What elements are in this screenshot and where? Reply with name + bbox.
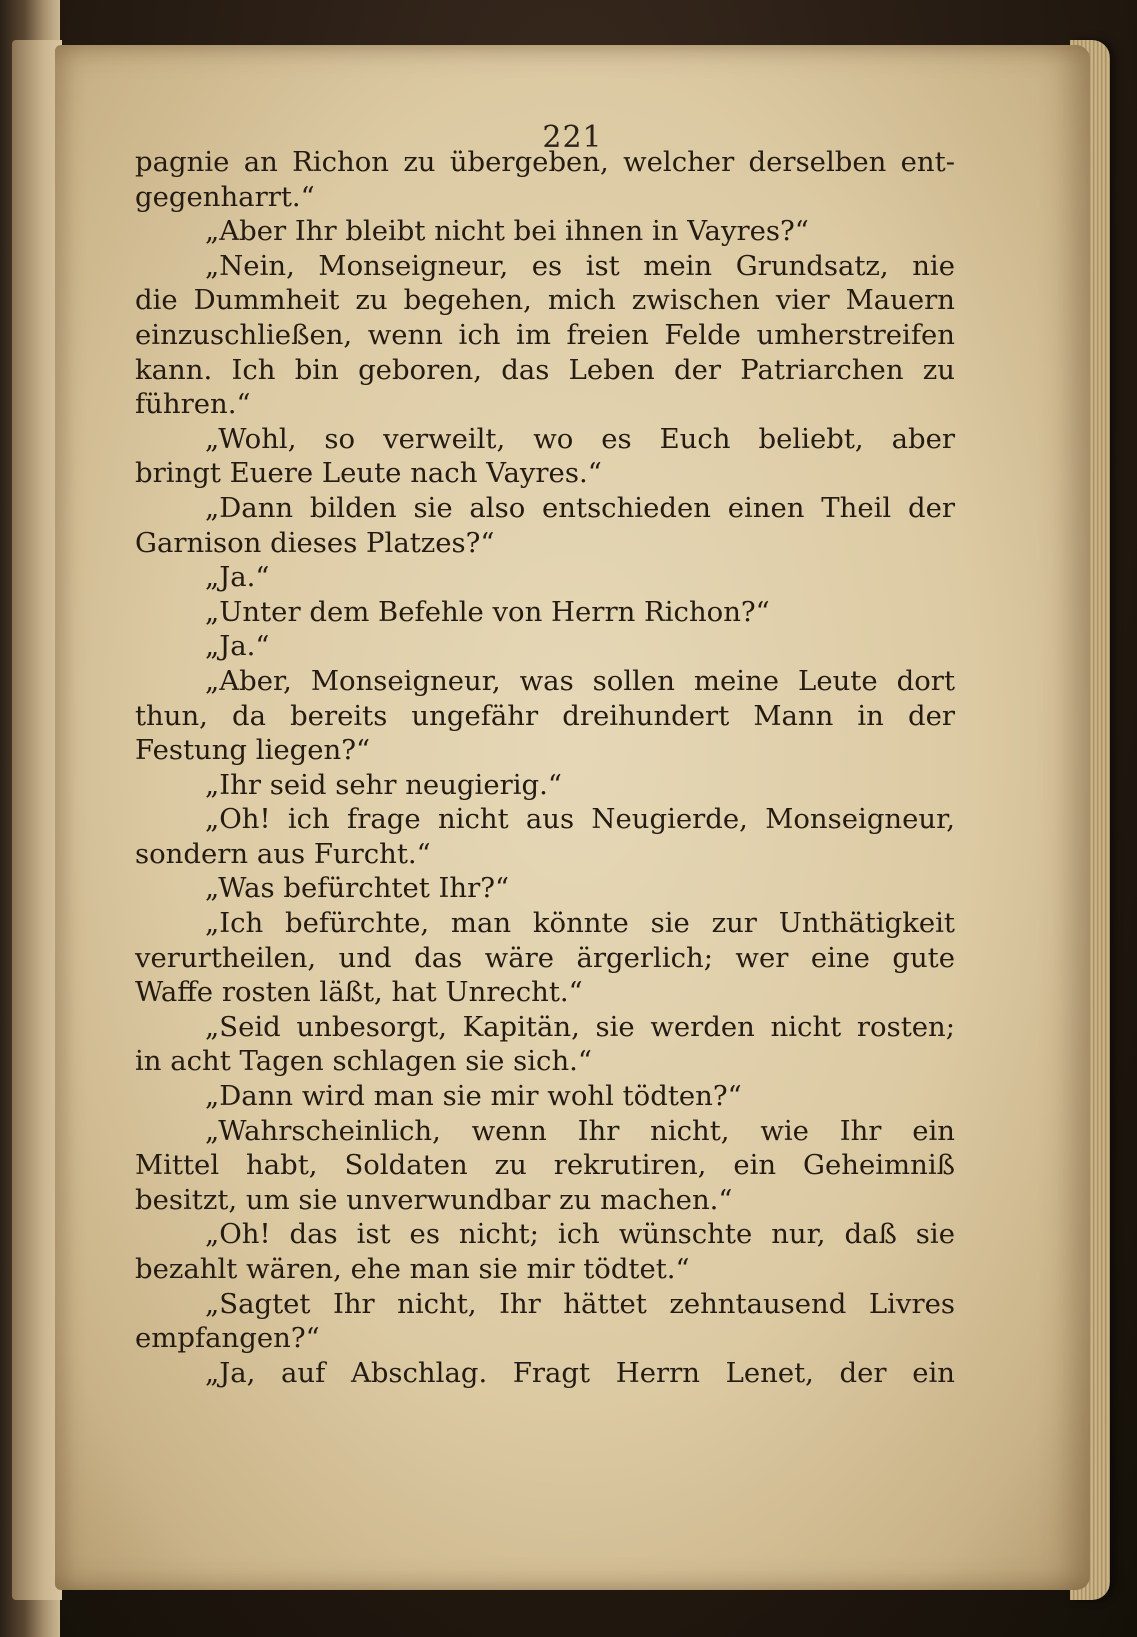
text-line: in acht Tagen schlagen sie sich.“: [135, 1045, 592, 1078]
text-line: „Dann wird man sie mir wohl tödten?“: [205, 1080, 742, 1113]
page-number: 221: [542, 120, 603, 155]
text-line: pagnie an Richon zu übergeben, welcher derselben ent-: [135, 146, 955, 178]
text-line: „Ihr seid sehr neugierig.“: [205, 768, 562, 801]
text-line: „Dann bilden sie also entschieden einen Theil der: [205, 491, 955, 524]
text-line: einzuschließen, wenn ich im freien Felde umherstreifen: [135, 318, 955, 351]
text-line: „Wohl, so verweilt, wo es Euch beliebt, aber: [205, 422, 955, 455]
text-line: „Sagtet Ihr nicht, Ihr hättet zehntausend Livres: [205, 1287, 955, 1320]
text-line: bringt Euere Leute nach Vayres.“: [135, 457, 602, 490]
text-line: empfangen?“: [135, 1322, 320, 1355]
text-line: „Oh! das ist es nicht; ich wünschte nur, daß sie: [205, 1218, 955, 1251]
text-line: Garnison dieses Platzes?“: [135, 526, 495, 559]
text-line: „Unter dem Befehle von Herrn Richon?“: [205, 595, 770, 628]
text-line: Festung liegen?“: [135, 734, 371, 767]
text-line: „Oh! ich frage nicht aus Neugierde, Monseigneur,: [205, 803, 955, 836]
text-line: „Ja.“: [205, 561, 270, 594]
text-line: „Aber, Monseigneur, was sollen meine Leute dort: [205, 664, 955, 697]
text-line: bezahlt wären, ehe man sie mir tödtet.“: [135, 1253, 690, 1285]
text-line: „Wahrscheinlich, wenn Ihr nicht, wie Ihr ein: [205, 1114, 955, 1147]
text-line: thun, da bereits ungefähr dreihundert Mann in der: [135, 699, 955, 732]
text-line: Mittel habt, Soldaten zu rekrutiren, ein Geheimniß: [135, 1149, 955, 1182]
text-line: führen.“: [135, 388, 251, 421]
text-line: verurtheilen, und das wäre ärgerlich; wer eine gute: [135, 941, 955, 974]
text-line: besitzt, um sie unverwundbar zu machen.“: [135, 1183, 733, 1216]
body-text: [135, 145, 955, 1390]
text-line: „Seid unbesorgt, Kapitän, sie werden nicht rosten;: [205, 1010, 955, 1043]
text-line: die Dummheit zu begehen, mich zwischen vier Mauern: [135, 284, 955, 317]
text-line: „Aber Ihr bleibt nicht bei ihnen in Vayres?“: [205, 215, 809, 248]
text-line: kann. Ich bin geboren, das Leben der Patriarchen zu: [135, 353, 955, 386]
text-line: „Ja.“: [205, 630, 270, 663]
text-line: Waffe rosten läßt, hat Unrecht.“: [135, 976, 583, 1009]
text-line: „Was befürchtet Ihr?“: [205, 872, 510, 905]
text-line: sondern aus Furcht.“: [135, 837, 431, 870]
text-line: „Ja, auf Abschlag. Fragt Herrn Lenet, der ein: [205, 1356, 955, 1389]
text-line: „Ich befürchte, man könnte sie zur Unthätigkeit: [205, 907, 955, 940]
text-line: „Nein, Monseigneur, es ist mein Grundsatz, nie: [205, 249, 955, 282]
text-line: gegenharrt.“: [135, 180, 315, 213]
